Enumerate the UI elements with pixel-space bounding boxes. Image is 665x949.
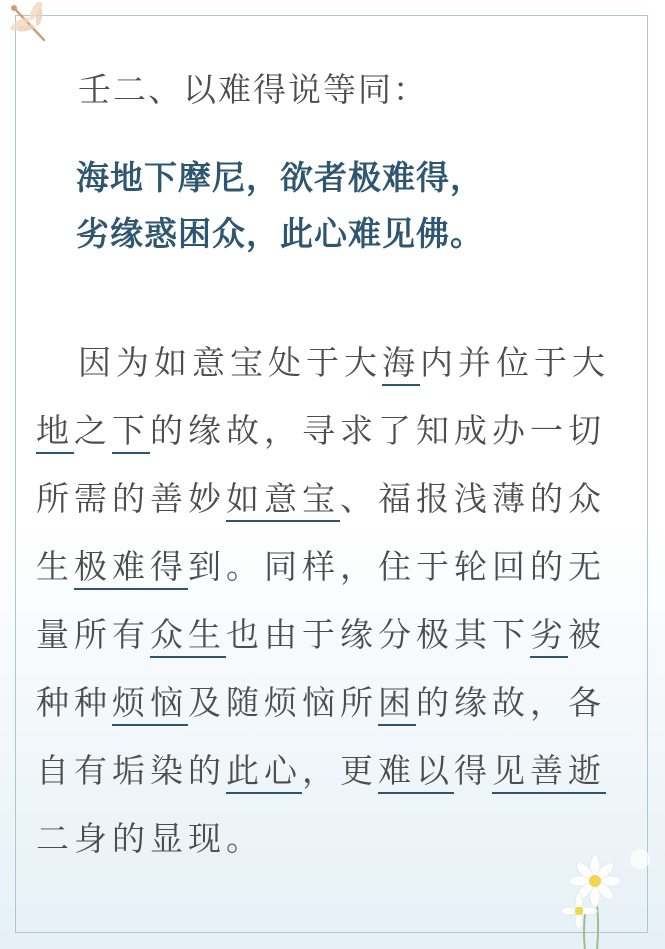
- underlined-term: 海: [382, 343, 420, 386]
- text-run: 生: [36, 547, 74, 586]
- paragraph-line: [36, 329, 636, 397]
- text-run: 因为如意宝处于大: [78, 343, 382, 382]
- text-run: 被: [568, 615, 606, 654]
- verse-line: 海地下摩尼，欲者极难得，: [76, 158, 484, 197]
- underlined-term: 众生: [150, 615, 226, 658]
- underlined-term: 困: [378, 683, 416, 726]
- underlined-term: 烦恼: [112, 683, 188, 726]
- text-run: 得: [454, 751, 492, 790]
- paragraph-line: [36, 737, 636, 805]
- underlined-term: 劣: [530, 615, 568, 658]
- verse-line: 劣缘惑困众，此心难见佛。: [76, 214, 484, 253]
- text-run: 、福报浅薄的众: [340, 479, 606, 518]
- text-run: 量所有: [36, 615, 150, 654]
- text-run: 所需的善妙: [36, 479, 226, 518]
- text-run: 二身的显现。: [36, 819, 264, 858]
- paragraph-line: [36, 397, 636, 465]
- text-run: 也由于缘分极其下: [226, 615, 530, 654]
- underlined-term: 下: [112, 411, 150, 454]
- verse-block: [76, 150, 484, 262]
- underlined-term: 极难得: [74, 547, 188, 590]
- dragonfly-icon: [6, 2, 52, 46]
- text-run: 之: [74, 411, 112, 450]
- underlined-term: 此心: [226, 751, 302, 794]
- paragraph-line: [36, 465, 636, 533]
- paragraph-line: [36, 669, 636, 737]
- text-run: 自有垢染的: [36, 751, 226, 790]
- text-run: 的缘故，寻求了知成办一切: [150, 411, 606, 450]
- section-heading: 壬二、以难得说等同：: [78, 70, 428, 109]
- text-run: 到。同样，住于轮回的无: [188, 547, 606, 586]
- text-run: 的缘故，各: [416, 683, 606, 722]
- paragraph-line: [36, 805, 636, 873]
- text-run: 及随烦恼所: [188, 683, 378, 722]
- paragraph-line: [36, 601, 636, 669]
- underlined-term: 难以: [378, 751, 454, 794]
- text-run: 内并位于大: [420, 343, 610, 382]
- text-run: 种种: [36, 683, 112, 722]
- paragraph-line: [36, 533, 636, 601]
- underlined-term: 如意宝: [226, 479, 340, 522]
- text-run: ，更: [302, 751, 378, 790]
- commentary-paragraph: [36, 329, 636, 873]
- underlined-term: 见善逝: [492, 751, 606, 794]
- underlined-term: 地: [36, 411, 74, 454]
